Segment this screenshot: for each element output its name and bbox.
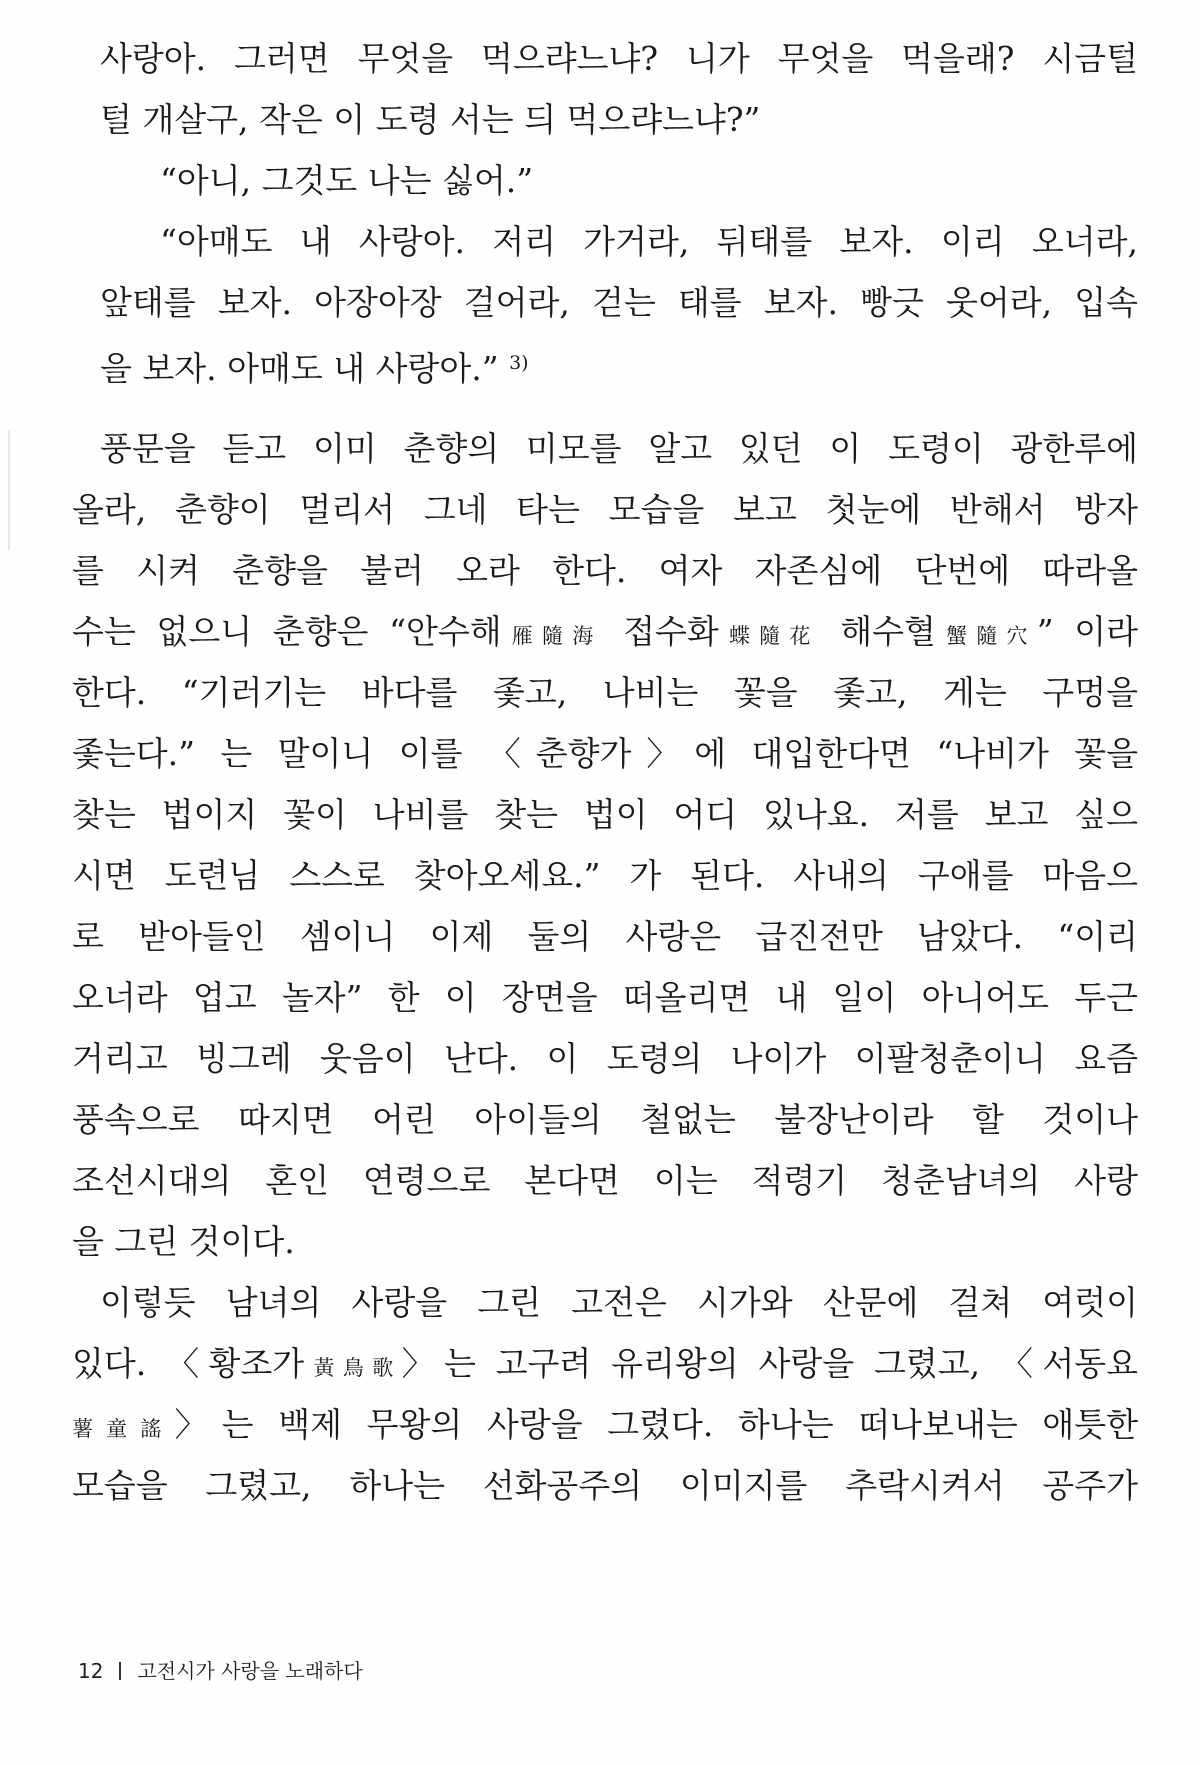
paragraph-line: 풍속으로 따지면 어린 아이들의 철없는 불장난이라 할 것이나 (72, 1100, 1138, 1139)
body-text (72, 418, 1138, 1516)
paragraph-line (72, 1333, 1138, 1394)
paragraph-text: 해수혈 (819, 612, 936, 651)
hanja-annotation: 蟹隨穴 (935, 624, 1037, 648)
page-footer (78, 1655, 363, 1684)
paragraph-line: 조선시대의 혼인 연령으로 본다면 이는 적령기 청춘남녀의 사랑 (72, 1161, 1138, 1200)
quote-line: 앞태를 보자. 아장아장 걸어라, 걷는 태를 보자. 빵긋 웃어라, 입속 (100, 283, 1138, 322)
hanja-annotation: 薯童謠 (72, 1417, 175, 1441)
paragraph-line: 찾는 법이지 꽃이 나비를 찾는 법이 어디 있나요. 저를 보고 싶으 (72, 795, 1138, 834)
paragraph-text: 있다. 〈황조가 (72, 1344, 305, 1383)
paragraph-line: 을 그린 것이다. (72, 1222, 295, 1261)
paragraph-text: ” 이라 (1036, 612, 1138, 651)
paragraph-line: 이렇듯 남녀의 사랑을 그린 고전은 시가와 산문에 걸쳐 여럿이 (100, 1283, 1138, 1322)
page-edge-shadow (8, 430, 10, 550)
paragraph-text: 접수화 (602, 612, 719, 651)
paragraph-line: 시면 도련님 스스로 찾아오세요.” 가 된다. 사내의 구애를 마음으 (72, 856, 1138, 895)
hanja-annotation: 蝶隨花 (718, 624, 820, 648)
paragraph-line: 로 받아들인 셈이니 이제 둘의 사랑은 급진전만 남았다. “이리 (72, 917, 1138, 956)
paragraph-text: 〉는 고구려 유리왕의 사랑을 그렸고, 〈서동요 (401, 1344, 1138, 1383)
quote-line: “아매도 내 사랑아. 저리 가거라, 뒤태를 보자. 이리 오너라, (160, 222, 1138, 261)
paragraph-line: 거리고 빙그레 웃음이 난다. 이 도령의 나이가 이팔청춘이니 요즘 (72, 1039, 1138, 1078)
paragraph-line: 풍문을 듣고 이미 춘향의 미모를 알고 있던 이 도령이 광한루에 (100, 429, 1138, 468)
quote-line-text: 을 보자. 아매도 내 사랑아.” (100, 349, 499, 388)
paragraph-line: 좇는다.” 는 말이니 이를 〈춘향가〉에 대입한다면 “나비가 꽃을 (72, 734, 1138, 773)
quote-line (72, 333, 1138, 394)
paragraph-text: 수는 없으니 춘향은 “안수해 (72, 612, 502, 651)
quote-line: “아니, 그것도 나는 싫어.” (160, 161, 534, 200)
paragraph-line (72, 1394, 1138, 1455)
paragraph-line: 를 시켜 춘향을 불러 오라 한다. 여자 자존심에 단번에 따라올 (72, 551, 1138, 590)
paragraph-line: 모습을 그렸고, 하나는 선화공주의 이미지를 추락시켜서 공주가 (72, 1466, 1138, 1505)
page-number: 12 (78, 1659, 104, 1683)
footnote-reference: 3) (509, 352, 529, 374)
paragraph-line: 올라, 춘향이 멀리서 그네 타는 모습을 보고 첫눈에 반해서 방자 (72, 490, 1138, 529)
hanja-annotation: 黃鳥歌 (304, 1356, 402, 1380)
paragraph-text: 〉는 백제 무왕의 사랑을 그렸다. 하나는 떠나보내는 애틋한 (174, 1405, 1138, 1444)
running-title: 고전시가 사랑을 노래하다 (137, 1659, 363, 1683)
quote-line: 털 개살구, 작은 이 도령 서는 듸 먹으랴느냐?” (100, 100, 761, 139)
paragraph-line (72, 601, 1138, 662)
paragraph-line: 오너라 업고 놀자” 한 이 장면을 떠올리면 내 일이 아니어도 두근 (72, 978, 1138, 1017)
paragraph-line: 한다. “기러기는 바다를 좇고, 나비는 꽃을 좇고, 게는 구멍을 (72, 673, 1138, 712)
hanja-annotation: 雁隨海 (501, 624, 603, 648)
quote-block (72, 28, 1138, 394)
footer-separator (119, 1662, 121, 1680)
quote-line: 사랑아. 그러면 무엇을 먹으랴느냐? 니가 무엇을 먹을래? 시금털 (100, 39, 1138, 78)
